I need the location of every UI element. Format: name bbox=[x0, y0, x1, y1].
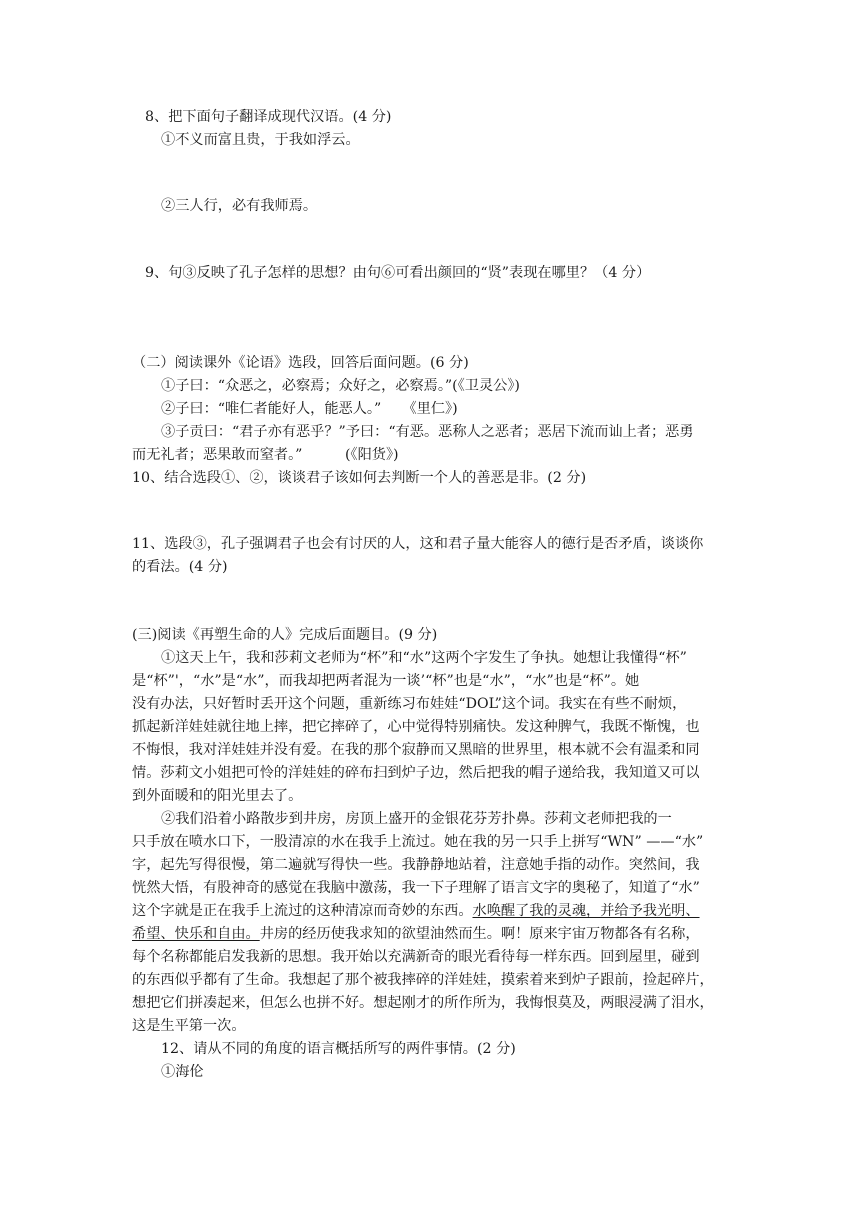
sec2-line-2: ②子曰：“唯仁者能好人，能恶人。” 《里仁》) bbox=[161, 401, 458, 417]
sec2-title: （二）阅读课外《论语》选段，回答后面问题。(6 分) bbox=[132, 355, 469, 371]
passage-line: 只手放在喷水口下，一股清凉的水在我手上流过。她在我的另一只手上拼写“WN” ——“水” bbox=[132, 834, 704, 850]
passage-line bbox=[132, 902, 700, 920]
passage-line: 的东西似乎都有了生命。我想起了那个被我摔碎的洋娃娃，摸索着来到炉子跟前，捡起碎片， bbox=[132, 972, 714, 988]
passage-line: 想把它们拼凑起来，但怎么也拼不好。想起刚才的所作所为，我悔恨莫及，两眼浸满了泪水， bbox=[132, 995, 714, 1011]
sec2-line-3b: 而无礼者；恶果敢而窒者。” (《阳货》) bbox=[132, 447, 399, 463]
passage-line: 抓起新洋娃娃就往地上摔，把它摔碎了，心中觉得特别痛快。发这种脾气，我既不惭愧，也 bbox=[132, 719, 700, 735]
q12-answer-1: ①海伦 bbox=[161, 1064, 204, 1080]
underlined-sentence: 水唤醒了我的灵魂，并给予我光明、 bbox=[472, 903, 700, 919]
q10-title: 10、结合选段①、②，谈谈君子该如何去判断一个人的善恶是非。(2 分) bbox=[132, 470, 587, 486]
passage-line: 到外面暖和的阳光里去了。 bbox=[132, 788, 303, 804]
q8-title: 8、把下面句子翻译成现代汉语。(4 分) bbox=[145, 109, 392, 125]
q12-title: 12、请从不同的角度的语言概括所写的两件事情。(2 分) bbox=[161, 1041, 516, 1057]
passage-line: 这是生平第一次。 bbox=[132, 1018, 246, 1034]
passage-line: 没有办法，只好暂时丢开这个问题，重新练习布娃娃“DOL”这个词。我实在有些不耐烦， bbox=[132, 696, 687, 712]
passage-line bbox=[132, 925, 700, 943]
passage-line: ①这天上午，我和莎莉文老师为“杯”和“水”这两个字发生了争执。她想让我懂得“杯” bbox=[161, 650, 687, 666]
underlined-sentence: 希望、快乐和自由。 bbox=[132, 926, 260, 942]
passage-text: 井房的经历使我求知的欲望油然而生。啊！原来宇宙万物都各有名称， bbox=[259, 926, 700, 942]
passage-line: 字，起先写得很慢，第二遍就写得快一些。我静静地站着，注意她手指的动作。突然间，我 bbox=[132, 857, 700, 873]
q9-title: 9、句③反映了孔子怎样的思想？由句⑥可看出颜回的“贤”表现在哪里？（4 分） bbox=[145, 265, 651, 281]
sec2-line-1: ①子曰：“众恶之，必察焉；众好之，必察焉。”(《卫灵公》) bbox=[161, 378, 520, 394]
passage-line: 每个名称都能启发我新的思想。我开始以充满新奇的眼光看待每一样东西。回到屋里，碰到 bbox=[132, 949, 700, 965]
q11-line-b: 的看法。(4 分) bbox=[132, 559, 228, 575]
sec3-title: (三)阅读《再塑生命的人》完成后面题目。(9 分) bbox=[132, 627, 438, 643]
q8-sentence-1: ①不义而富且贵，于我如浮云。 bbox=[161, 132, 360, 148]
q11-line-a: 11、选段③，孔子强调君子也会有讨厌的人，这和君子量大能容人的德行是否矛盾，谈谈你 bbox=[132, 536, 704, 552]
q8-sentence-2: ②三人行，必有我师焉。 bbox=[161, 198, 318, 214]
passage-line: 是“杯”'，“水”是“水”，而我却把两者混为一谈’“杯”也是“水”，“水”也是“杯”。她 bbox=[132, 673, 640, 689]
sec2-line-3a: ③子贡曰：“君子亦有恶乎？”予曰：“有恶。恶称人之恶者；恶居下流而讪上者；恶勇 bbox=[161, 424, 694, 440]
passage-line: 恍然大悟，有股神奇的感觉在我脑中激荡，我一下子理解了语言文字的奥秘了，知道了“水” bbox=[132, 880, 700, 896]
passage-line: 情。莎莉文小姐把可怜的洋娃娃的碎布扫到炉子边，然后把我的帽子递给我，我知道又可以 bbox=[132, 765, 700, 781]
passage-line: ②我们沿着小路散步到井房，房顶上盛开的金银花芬芳扑鼻。莎莉文老师把我的一 bbox=[161, 811, 672, 827]
passage-text: 这个字就是正在我手上流过的这种清凉而奇妙的东西。 bbox=[132, 903, 473, 919]
passage-line: 不悔恨，我对洋娃娃并没有爱。在我的那个寂静而又黑暗的世界里，根本就不会有温柔和同 bbox=[132, 742, 700, 758]
